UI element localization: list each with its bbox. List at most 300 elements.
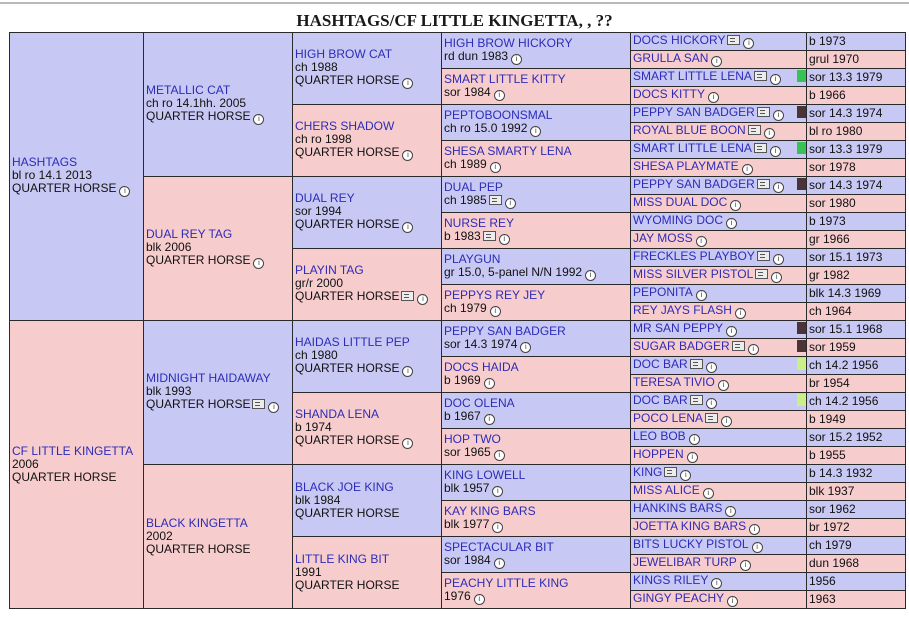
gen4-cell[interactable] <box>442 105 631 141</box>
horse-breed: QUARTER HORSE <box>295 217 400 231</box>
info-circle-icon[interactable]: i <box>492 486 503 497</box>
pedigree-row <box>10 465 906 483</box>
horse-info: sor 1962 <box>809 502 856 516</box>
photo-icon[interactable] <box>748 125 761 135</box>
gen5-info-cell <box>807 303 906 321</box>
horse-info: b 1973 <box>809 214 846 228</box>
color-marker <box>797 178 806 190</box>
gen5-name-cell[interactable] <box>631 213 807 231</box>
horse-info: b 1955 <box>809 448 846 462</box>
gen5-name-cell[interactable] <box>631 357 807 375</box>
horse-info: ch 1964 <box>809 304 852 318</box>
gen4-cell[interactable] <box>442 285 631 321</box>
gen4-cell[interactable] <box>442 393 631 429</box>
horse-breed: QUARTER HORSE <box>146 109 251 123</box>
color-marker <box>797 340 806 352</box>
gen1-sire-cell[interactable] <box>10 33 144 321</box>
gen5-name-cell[interactable] <box>631 519 807 537</box>
gen5-name-cell[interactable] <box>631 51 807 69</box>
gen4-cell[interactable] <box>442 249 631 285</box>
horse-info: b 1949 <box>809 412 846 426</box>
gen3-cell[interactable] <box>293 33 442 105</box>
gen5-name-cell[interactable] <box>631 87 807 105</box>
info-circle-icon[interactable]: i <box>706 398 717 409</box>
horse-info: 1963 <box>809 592 836 606</box>
gen5-info-cell <box>807 141 906 159</box>
color-marker <box>797 106 806 118</box>
gen5-name-cell[interactable] <box>631 231 807 249</box>
info-circle-icon[interactable]: i <box>725 506 736 517</box>
gen5-name-cell[interactable] <box>631 393 807 411</box>
info-circle-icon[interactable]: i <box>490 162 501 173</box>
horse-info: sor 1978 <box>809 160 856 174</box>
color-marker <box>797 322 806 334</box>
photo-icon[interactable] <box>754 143 767 153</box>
gen5-name-cell[interactable] <box>631 249 807 267</box>
horse-name[interactable]: HASHTAGS <box>12 155 78 169</box>
gen3-cell[interactable] <box>293 537 442 609</box>
horse-info: b 1983 <box>444 228 481 243</box>
info-circle-icon[interactable]: i <box>402 150 413 161</box>
gen5-info-cell <box>807 357 906 375</box>
gen5-name-cell[interactable] <box>631 501 807 519</box>
gen5-name-cell[interactable] <box>631 375 807 393</box>
photo-icon[interactable] <box>705 413 718 423</box>
info-circle-icon[interactable]: i <box>402 222 413 233</box>
horse-info: b 14.3 1932 <box>809 466 873 480</box>
info-circle-icon[interactable]: i <box>268 402 279 413</box>
gen2-cell[interactable] <box>144 33 293 177</box>
photo-icon[interactable] <box>489 195 502 205</box>
photo-icon[interactable] <box>664 467 677 477</box>
color-marker <box>797 394 806 406</box>
horse-name[interactable]: PEPONITA <box>633 285 693 299</box>
horse-name[interactable]: REY JAYS FLASH <box>633 303 732 317</box>
horse-info: ch 1989 <box>444 156 487 171</box>
horse-name[interactable]: HAIDAS LITTLE PEP <box>295 335 410 349</box>
color-marker <box>797 142 806 154</box>
horse-info: ch ro 14.1hh. 2005 <box>146 96 247 110</box>
horse-info: ch 14.2 1956 <box>809 358 879 372</box>
horse-name[interactable]: PLAYGUN <box>444 251 501 266</box>
horse-breed: QUARTER HORSE <box>295 361 400 375</box>
gen4-cell[interactable] <box>442 537 631 573</box>
horse-name[interactable]: KINGS RILEY <box>633 573 709 587</box>
info-circle-icon[interactable]: i <box>484 378 495 389</box>
horse-info: br 1972 <box>809 520 850 534</box>
horse-name[interactable]: BLACK KINGETTA <box>146 516 248 530</box>
horse-name[interactable]: DOCS KITTY <box>633 87 706 101</box>
horse-info: br 1954 <box>809 376 850 390</box>
horse-info: sor 13.3 1979 <box>809 142 883 156</box>
info-circle-icon[interactable]: i <box>706 362 717 373</box>
horse-name[interactable]: ROYAL BLUE BOON <box>633 123 746 137</box>
horse-info: gr 15.0, 5-panel N/N 1992 <box>444 264 583 279</box>
info-circle-icon[interactable]: i <box>402 438 413 449</box>
info-circle-icon[interactable]: i <box>680 470 691 481</box>
gen5-name-cell[interactable] <box>631 141 807 159</box>
gen3-cell[interactable] <box>293 105 442 177</box>
info-circle-icon[interactable]: i <box>771 272 782 283</box>
gen5-name-cell[interactable] <box>631 195 807 213</box>
horse-info: gr 1966 <box>809 232 850 246</box>
info-circle-icon[interactable]: i <box>748 344 759 355</box>
horse-name[interactable]: DOC OLENA <box>444 395 515 410</box>
horse-info: sor 14.3 1974 <box>809 178 883 192</box>
photo-icon[interactable] <box>690 359 703 369</box>
gen5-info-cell <box>807 195 906 213</box>
horse-name[interactable]: SMART LITTLE KITTY <box>444 71 566 86</box>
gen3-cell[interactable] <box>293 393 442 465</box>
gen5-info-cell <box>807 159 906 177</box>
info-circle-icon[interactable]: i <box>718 380 729 391</box>
gen5-name-cell[interactable] <box>631 465 807 483</box>
horse-name[interactable]: HANKINS BARS <box>633 501 723 515</box>
info-circle-icon[interactable]: i <box>494 90 505 101</box>
info-circle-icon[interactable]: i <box>490 306 501 317</box>
horse-name[interactable]: KAY KING BARS <box>444 503 536 518</box>
gen2-cell[interactable] <box>144 321 293 465</box>
info-circle-icon[interactable]: i <box>499 234 510 245</box>
horse-info: sor 14.3 1974 <box>444 336 518 351</box>
gen5-info-cell <box>807 213 906 231</box>
horse-info: sor 15.1 1968 <box>809 322 883 336</box>
horse-breed: QUARTER HORSE <box>295 578 400 592</box>
gen5-info-cell <box>807 465 906 483</box>
horse-name[interactable]: JAY MOSS <box>633 231 693 245</box>
horse-breed: QUARTER HORSE <box>146 542 251 556</box>
horse-name[interactable]: NURSE REY <box>444 215 515 230</box>
gen5-name-cell[interactable] <box>631 267 807 285</box>
gen5-info-cell <box>807 51 906 69</box>
gen2-cell[interactable] <box>144 177 293 321</box>
horse-name[interactable]: SPECTACULAR BIT <box>444 539 554 554</box>
info-circle-icon[interactable]: i <box>511 54 522 65</box>
horse-info: 1991 <box>295 565 322 579</box>
gen5-info-cell <box>807 555 906 573</box>
gen5-name-cell[interactable] <box>631 69 807 87</box>
photo-icon[interactable] <box>252 399 265 409</box>
gen5-name-cell[interactable] <box>631 177 807 195</box>
horse-name[interactable]: SHESA PLAYMATE <box>633 159 739 173</box>
photo-icon[interactable] <box>754 71 767 81</box>
info-circle-icon[interactable]: i <box>735 308 746 319</box>
horse-info: gr/r 2000 <box>295 276 344 290</box>
info-circle-icon[interactable]: i <box>402 366 413 377</box>
horse-breed: QUARTER HORSE <box>146 397 251 411</box>
info-circle-icon[interactable]: i <box>494 558 505 569</box>
info-circle-icon[interactable]: i <box>721 416 732 427</box>
horse-name[interactable]: HIGH BROW HICKORY <box>444 35 573 50</box>
info-circle-icon[interactable]: i <box>585 270 596 281</box>
info-circle-icon[interactable]: i <box>505 198 516 209</box>
horse-name[interactable]: DUAL REY <box>295 191 355 205</box>
gen5-info-cell <box>807 519 906 537</box>
horse-info: b 1969 <box>444 372 481 387</box>
gen5-info-cell <box>807 537 906 555</box>
gen5-name-cell[interactable] <box>631 591 807 609</box>
gen5-info-cell <box>807 123 906 141</box>
gen5-info-cell <box>807 375 906 393</box>
info-circle-icon[interactable]: i <box>726 218 737 229</box>
info-circle-icon[interactable]: i <box>752 542 763 553</box>
info-circle-icon[interactable]: i <box>770 146 781 157</box>
horse-name[interactable]: TERESA TIVIO <box>633 375 715 389</box>
horse-info: sor 1980 <box>809 196 856 210</box>
gen5-name-cell[interactable] <box>631 123 807 141</box>
horse-name[interactable]: PEACHY LITTLE KING <box>444 575 569 590</box>
gen4-cell[interactable] <box>442 429 631 465</box>
info-circle-icon[interactable]: i <box>773 254 784 265</box>
horse-name[interactable]: DOCS HICKORY <box>633 33 726 47</box>
horse-info: b 1974 <box>295 420 332 434</box>
info-circle-icon[interactable]: i <box>492 522 503 533</box>
gen5-info-cell <box>807 105 906 123</box>
horse-name[interactable]: LITTLE KING BIT <box>295 552 390 566</box>
horse-name[interactable]: SMART LITTLE LENA <box>633 141 752 155</box>
gen5-info-cell <box>807 87 906 105</box>
horse-name[interactable]: MIDNIGHT HAIDAWAY <box>146 371 271 385</box>
horse-breed: QUARTER HORSE <box>295 433 400 447</box>
gen4-cell[interactable] <box>442 177 631 213</box>
horse-name[interactable]: SUGAR BADGER <box>633 339 730 353</box>
gen5-info-cell <box>807 411 906 429</box>
horse-info: b 1973 <box>809 34 846 48</box>
horse-name[interactable]: SMART LITTLE LENA <box>633 69 752 83</box>
gen5-info-cell <box>807 321 906 339</box>
gen4-cell[interactable] <box>442 141 631 177</box>
photo-icon[interactable] <box>757 251 770 261</box>
pedigree-table <box>9 32 906 609</box>
horse-name[interactable]: JEWELIBAR TURP <box>633 555 737 569</box>
info-circle-icon[interactable]: i <box>708 92 719 103</box>
horse-info: ch 1988 <box>295 60 338 74</box>
gen4-cell[interactable] <box>442 357 631 393</box>
horse-info: blk 2006 <box>146 240 192 254</box>
info-circle-icon[interactable]: i <box>711 56 722 67</box>
horse-name[interactable]: MISS DUAL DOC <box>633 195 728 209</box>
horse-name[interactable]: BITS LUCKY PISTOL <box>633 537 749 551</box>
color-marker <box>797 358 806 370</box>
gen4-cell[interactable] <box>442 69 631 105</box>
horse-name[interactable]: DOCS HAIDA <box>444 359 519 374</box>
info-circle-icon[interactable]: i <box>740 560 751 571</box>
gen5-name-cell[interactable] <box>631 483 807 501</box>
info-circle-icon[interactable]: i <box>726 326 737 337</box>
gen3-cell[interactable] <box>293 321 442 393</box>
horse-name[interactable]: HOP TWO <box>444 431 501 446</box>
horse-name[interactable]: GINGY PEACHY <box>633 591 725 605</box>
gen5-name-cell[interactable] <box>631 447 807 465</box>
horse-name[interactable]: SHESA SMARTY LENA <box>444 143 572 158</box>
horse-info: blk 1993 <box>146 384 192 398</box>
horse-info: blk 1977 <box>444 516 490 531</box>
horse-name[interactable]: PEPPY SAN BADGER <box>633 105 755 119</box>
photo-icon[interactable] <box>757 107 770 117</box>
horse-info: ch 1979 <box>809 538 852 552</box>
horse-breed: QUARTER HORSE <box>295 73 400 87</box>
info-circle-icon[interactable]: i <box>770 74 781 85</box>
gen2-cell[interactable] <box>144 465 293 609</box>
horse-name[interactable]: MISS ALICE <box>633 483 700 497</box>
horse-info: b 1966 <box>809 88 846 102</box>
horse-info: 1976 <box>444 588 471 603</box>
horse-name[interactable]: KING <box>633 465 663 479</box>
horse-name[interactable]: KING LOWELL <box>444 467 526 482</box>
gen5-info-cell <box>807 249 906 267</box>
gen4-cell[interactable] <box>442 321 631 357</box>
horse-name[interactable]: FRECKLES PLAYBOY <box>633 249 755 263</box>
horse-name[interactable]: BLACK JOE KING <box>295 480 394 494</box>
gen5-info-cell <box>807 339 906 357</box>
horse-breed: QUARTER HORSE <box>12 181 117 195</box>
horse-name[interactable]: JOETTA KING BARS <box>633 519 747 533</box>
horse-info: blk 1937 <box>809 484 855 498</box>
gen5-info-cell <box>807 33 906 51</box>
gen5-info-cell <box>807 177 906 195</box>
gen5-name-cell[interactable] <box>631 159 807 177</box>
horse-name[interactable]: DUAL PEP <box>444 179 503 194</box>
horse-info: sor 1994 <box>295 204 342 218</box>
gen5-info-cell <box>807 447 906 465</box>
info-circle-icon[interactable]: i <box>417 294 428 305</box>
horse-info: 1956 <box>809 574 836 588</box>
info-circle-icon[interactable]: i <box>749 524 760 535</box>
info-circle-icon[interactable]: i <box>703 488 714 499</box>
photo-icon[interactable] <box>690 395 703 405</box>
gen3-cell[interactable] <box>293 177 442 249</box>
color-marker <box>797 70 806 82</box>
photo-icon[interactable] <box>757 179 770 189</box>
info-circle-icon[interactable]: i <box>773 110 784 121</box>
horse-info: sor 1984 <box>444 552 491 567</box>
horse-name[interactable]: PEPPY SAN BADGER <box>444 323 566 338</box>
info-circle-icon[interactable]: i <box>494 450 505 461</box>
gen5-name-cell[interactable] <box>631 321 807 339</box>
gen4-cell[interactable] <box>442 573 631 609</box>
horse-name[interactable]: POCO LENA <box>633 411 704 425</box>
gen4-cell[interactable] <box>442 213 631 249</box>
gen5-name-cell[interactable] <box>631 537 807 555</box>
info-circle-icon[interactable]: i <box>742 164 753 175</box>
horse-name[interactable]: CF LITTLE KINGETTA <box>12 444 134 458</box>
gen4-cell[interactable] <box>442 465 631 501</box>
info-circle-icon[interactable]: i <box>520 342 531 353</box>
photo-icon[interactable] <box>755 269 768 279</box>
gen5-info-cell <box>807 285 906 303</box>
gen5-name-cell[interactable] <box>631 285 807 303</box>
info-circle-icon[interactable]: i <box>402 78 413 89</box>
horse-info: sor 13.3 1979 <box>809 70 883 84</box>
gen5-info-cell <box>807 393 906 411</box>
horse-name[interactable]: METALLIC CAT <box>146 83 231 97</box>
info-circle-icon[interactable]: i <box>474 594 485 605</box>
horse-info: ch 1979 <box>444 300 487 315</box>
info-circle-icon[interactable]: i <box>687 452 698 463</box>
info-circle-icon[interactable]: i <box>711 578 722 589</box>
gen3-cell[interactable] <box>293 465 442 537</box>
horse-name[interactable]: GRULLA SAN <box>633 51 709 65</box>
gen5-name-cell[interactable] <box>631 411 807 429</box>
horse-name[interactable]: PLAYIN TAG <box>295 263 364 277</box>
photo-icon[interactable] <box>401 291 414 301</box>
horse-name[interactable]: DOC BAR <box>633 357 688 371</box>
horse-name[interactable]: PEPPYS REY JEY <box>444 287 546 302</box>
horse-info: sor 1959 <box>809 340 856 354</box>
info-circle-icon[interactable]: i <box>484 414 495 425</box>
horse-info: sor 15.2 1952 <box>809 430 883 444</box>
gen5-info-cell <box>807 573 906 591</box>
gen5-name-cell[interactable] <box>631 573 807 591</box>
info-circle-icon[interactable]: i <box>696 290 707 301</box>
info-circle-icon[interactable]: i <box>773 182 784 193</box>
info-circle-icon[interactable]: i <box>689 434 700 445</box>
gen5-info-cell <box>807 483 906 501</box>
info-circle-icon[interactable]: i <box>696 236 707 247</box>
horse-name[interactable]: MISS SILVER PISTOL <box>633 267 754 281</box>
gen3-cell[interactable] <box>293 249 442 321</box>
photo-icon[interactable] <box>727 35 740 45</box>
gen5-info-cell <box>807 267 906 285</box>
horse-info: blk 1957 <box>444 480 490 495</box>
gen5-name-cell[interactable] <box>631 33 807 51</box>
horse-name[interactable]: WYOMING DOC <box>633 213 723 227</box>
gen5-info-cell <box>807 591 906 609</box>
horse-info: sor 15.1 1973 <box>809 250 883 264</box>
horse-name[interactable]: PEPPY SAN BADGER <box>633 177 755 191</box>
info-circle-icon[interactable]: i <box>743 38 754 49</box>
gen1-dam-cell[interactable] <box>10 321 144 609</box>
photo-icon[interactable] <box>483 231 496 241</box>
gen5-name-cell[interactable] <box>631 105 807 123</box>
pedigree-row <box>10 177 906 195</box>
horse-name[interactable]: PEPTOBOONSMAL <box>444 107 553 122</box>
horse-name[interactable]: DOC BAR <box>633 393 688 407</box>
info-circle-icon[interactable]: i <box>727 596 738 607</box>
pedigree-row <box>10 321 906 339</box>
horse-name[interactable]: SHANDA LENA <box>295 407 380 421</box>
horse-info: sor 1984 <box>444 84 491 99</box>
horse-name[interactable]: HOPPEN <box>633 447 684 461</box>
gen5-name-cell[interactable] <box>631 429 807 447</box>
gen5-name-cell[interactable] <box>631 555 807 573</box>
horse-breed: QUARTER HORSE <box>295 289 400 303</box>
gen4-cell[interactable] <box>442 33 631 69</box>
horse-name[interactable]: DUAL REY TAG <box>146 227 233 241</box>
horse-name[interactable]: HIGH BROW CAT <box>295 47 393 61</box>
horse-info: grul 1970 <box>809 52 860 66</box>
gen5-name-cell[interactable] <box>631 339 807 357</box>
info-circle-icon[interactable]: i <box>253 258 264 269</box>
horse-breed: QUARTER HORSE <box>12 470 117 484</box>
horse-info: ch 14.2 1956 <box>809 394 879 408</box>
horse-name[interactable]: CHERS SHADOW <box>295 119 395 133</box>
horse-info: bl ro 14.1 2013 <box>12 168 93 182</box>
horse-name[interactable]: LEO BOB <box>633 429 686 443</box>
horse-info: b 1967 <box>444 408 481 423</box>
info-circle-icon[interactable]: i <box>730 200 741 211</box>
gen4-cell[interactable] <box>442 501 631 537</box>
gen5-name-cell[interactable] <box>631 303 807 321</box>
horse-info: 2002 <box>146 529 173 543</box>
horse-name[interactable]: MR SAN PEPPY <box>633 321 724 335</box>
info-circle-icon[interactable]: i <box>119 186 130 197</box>
horse-info: 2006 <box>12 457 39 471</box>
info-circle-icon[interactable]: i <box>530 126 541 137</box>
info-circle-icon[interactable]: i <box>253 114 264 125</box>
info-circle-icon[interactable]: i <box>764 128 775 139</box>
photo-icon[interactable] <box>732 341 745 351</box>
